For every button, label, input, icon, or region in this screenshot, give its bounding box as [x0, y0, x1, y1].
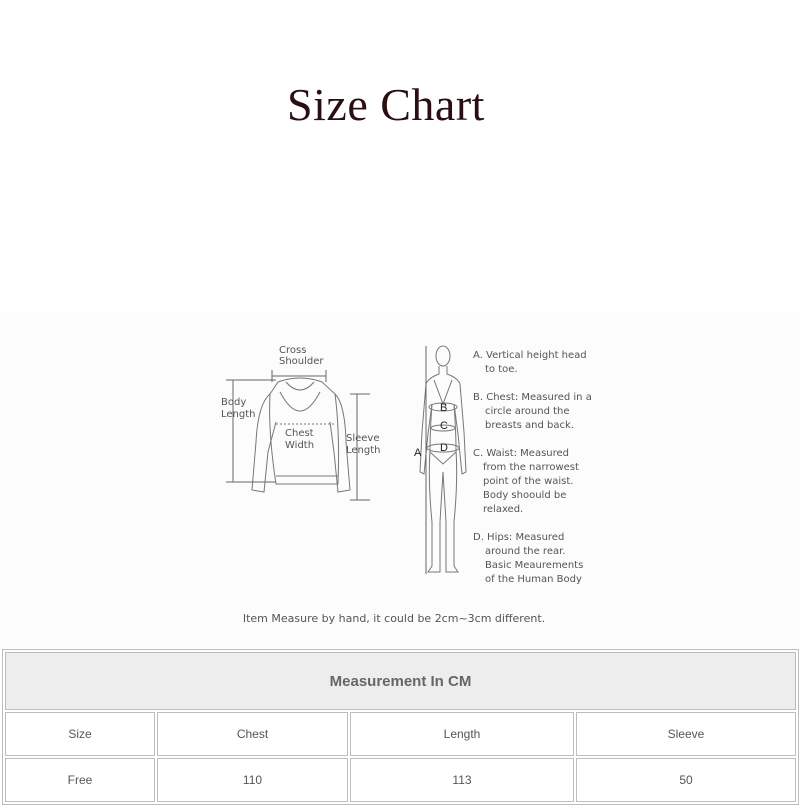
letter-b: B: [440, 402, 448, 414]
legend-a-2: to toe.: [485, 364, 518, 375]
cell-length: 113: [350, 758, 574, 802]
cross-shoulder-label-2: Shoulder: [279, 356, 324, 367]
cell-chest: 110: [157, 758, 348, 802]
measurement-diagram: [0, 312, 800, 612]
body-length-label-2: Length: [221, 409, 256, 420]
cell-size: Free: [5, 758, 155, 802]
cross-shoulder-label-1: Cross: [279, 345, 307, 356]
measure-note: Item Measure by hand, it could be 2cm~3cm different.: [242, 612, 546, 625]
legend-a-1: A. Vertical height head: [473, 350, 587, 361]
header-size: Size: [5, 712, 155, 756]
letter-d: D: [440, 442, 448, 454]
legend-c-5: relaxed.: [483, 504, 524, 515]
sleeve-length-label-1: Sleeve: [346, 433, 380, 444]
legend-d-1: D. Hips: Measured: [473, 532, 565, 543]
legend-c-4: Body shoould be: [483, 490, 567, 501]
legend-c-2: from the narrowest: [483, 462, 579, 473]
letter-a: A: [414, 447, 422, 459]
header-chest: Chest: [157, 712, 348, 756]
table-caption: Measurement In CM: [5, 652, 796, 710]
legend-c-3: point of the waist.: [483, 476, 574, 487]
page-title: Size Chart: [287, 79, 485, 130]
legend-b-3: breasts and back.: [485, 420, 574, 431]
chest-width-label-1: Chest: [285, 428, 314, 439]
legend: [473, 350, 592, 585]
letter-c: C: [440, 420, 448, 432]
legend-b-1: B. Chest: Measured in a: [473, 392, 592, 403]
header-length: Length: [350, 712, 574, 756]
body-figure: [420, 346, 466, 572]
legend-b-2: circle around the: [485, 406, 570, 417]
sleeve-length-label-2: Length: [346, 445, 381, 456]
legend-c-1: C. Waist: Measured: [473, 448, 570, 459]
header-sleeve: Sleeve: [576, 712, 796, 756]
size-table: [2, 649, 799, 805]
cell-sleeve: 50: [576, 758, 796, 802]
table-row: [5, 758, 796, 802]
legend-d-3: Basic Meaurements: [485, 560, 584, 571]
legend-d-4: of the Human Body: [485, 574, 582, 585]
chest-width-label-2: Width: [285, 440, 315, 451]
legend-d-2: around the rear.: [485, 546, 566, 557]
body-length-label-1: Body: [221, 397, 247, 408]
